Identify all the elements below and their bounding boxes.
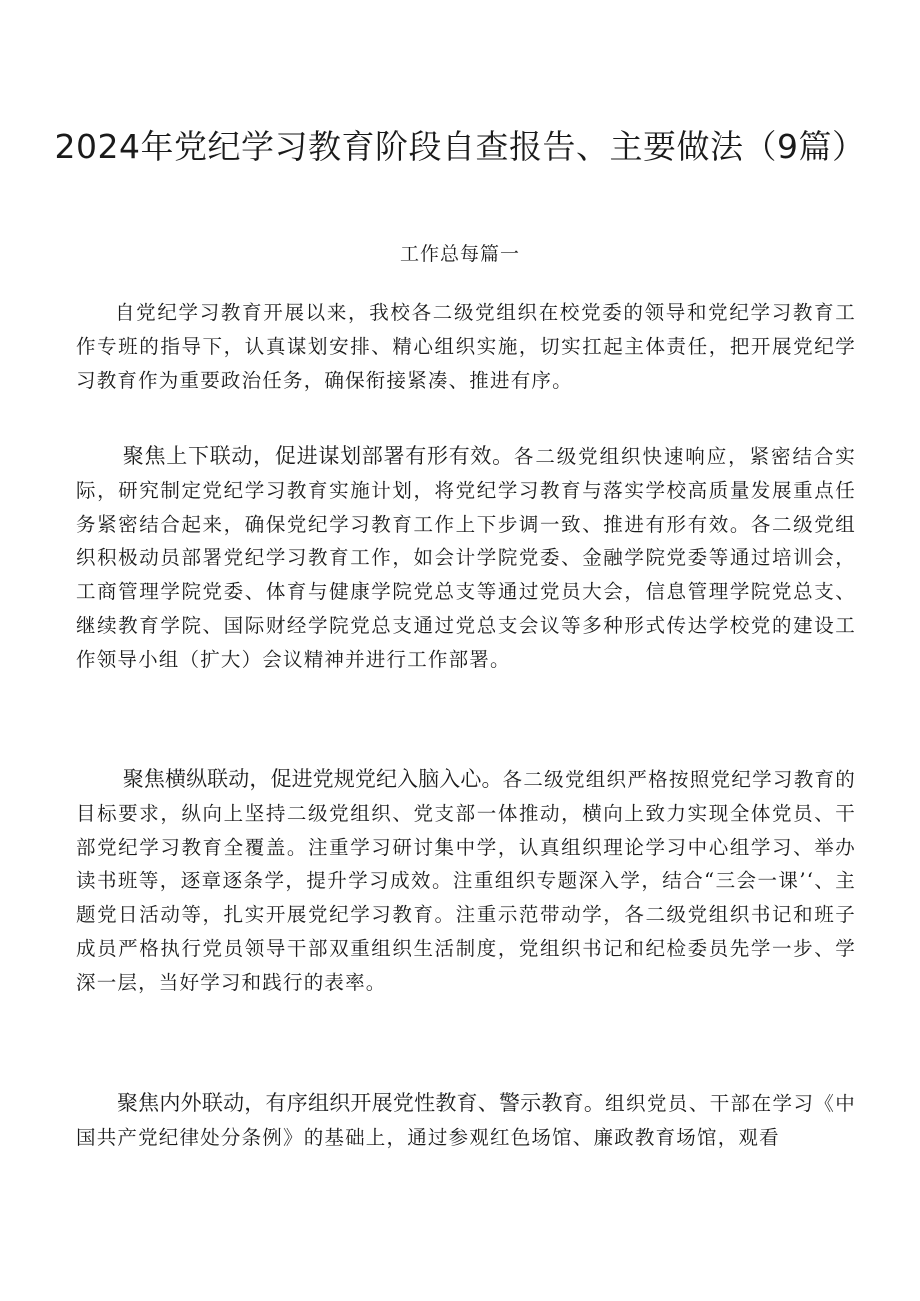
paragraph-4-lead: 聚焦内外联动，有序组织开展党性教育、警示教育。 — [116, 1091, 606, 1115]
section-subtitle: 工作总每篇一 — [399, 243, 520, 265]
paragraph-2-lead: 聚焦上下联动，促进谋划部署有形有效。 — [122, 444, 514, 468]
paragraph-1 — [76, 296, 856, 397]
paragraph-4 — [76, 1087, 856, 1155]
paragraph-1-body: 自党纪学习教育开展以来，我校各二级党组织在校党委的领导和党纪学习教育工作专班的指导下，认真谋划安排、精心组织实施，切实扛起主体责任，把开展党纪学习教育作为重要政治任务，确保衔接紧凑、推进有序。 — [76, 301, 856, 392]
paragraph-2 — [76, 440, 856, 677]
paragraph-3-body: 各二级党组织严格按照党纪学习教育的目标要求，纵向上坚持二级党组织、党支部一体推动，横向上致力实现全体党员、干部党纪学习教育全覆盖。注重学习研讨集中学，认真组织理论学习中心组学习、举办读书班等，逐章逐条学，提升学习成效。注重组织专题深入学，结合“三会一课’‘、主题党日活动等，扎实开展党纪学习教育。注重示范带动学，各二级党组织书记和班子成员严格执行党员领导干部双重组织生活制度，党组织书记和纪检委员先学一步、学深一层，当好学习和践行的表率。 — [76, 768, 856, 994]
paragraph-2-body: 各二级党组织快速响应，紧密结合实际，研究制定党纪学习教育实施计划，将党纪学习教育与落实学校高质量发展重点任务紧密结合起来，确保党纪学习教育工作上下步调一致、推进有形有效。各二级党组织积极动员部署党纪学习教育工作，如会计学院党委、金融学院党委等通过培训会，工商管理学院党委、体育与健康学院党总支等通过党员大会，信息管理学院党总支、继续教育学院、国际财经学院党总支通过党总支会议等多种形式传达学校党的建设工作领导小组（扩大）会议精神并进行工作部署。 — [76, 445, 857, 671]
document-title: 2024年党纪学习教育阶段自查报告、主要做法（9篇） — [54, 127, 866, 166]
paragraph-3-lead: 聚焦横纵联动，促进党规党纪入脑入心。 — [122, 767, 503, 791]
paragraph-4-body: 组织党员、干部在学习《中国共产党纪律处分条例》的基础上，通过参观红色场馆、廉政教育场馆，观看 — [76, 1092, 857, 1149]
paragraph-3 — [76, 763, 856, 1000]
